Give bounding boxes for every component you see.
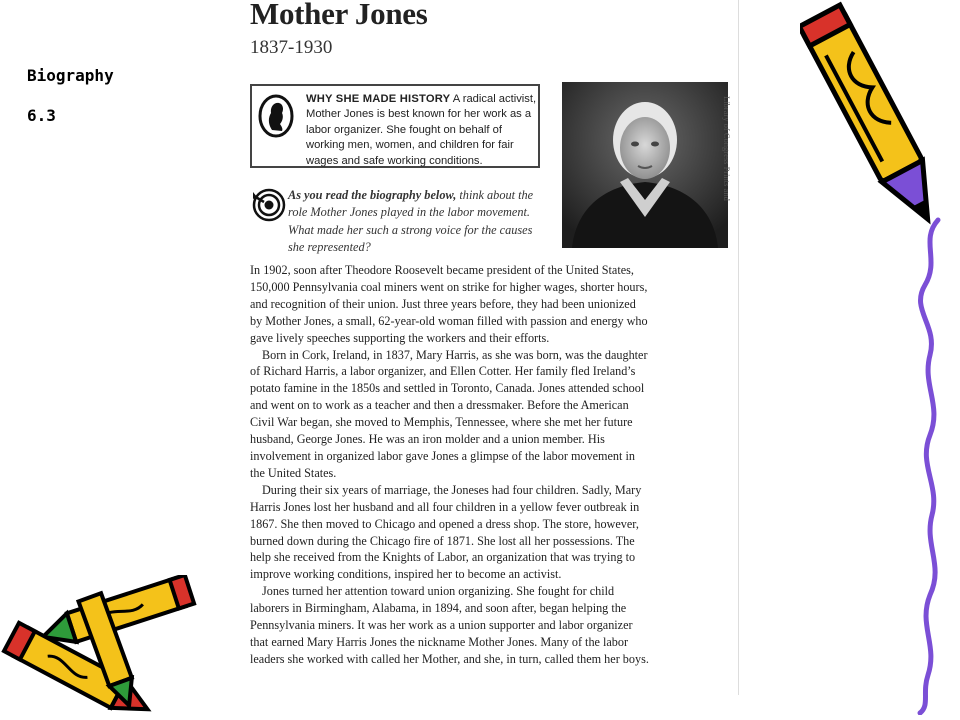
- history-heading: WHY SHE MADE HISTORY: [306, 93, 451, 105]
- paragraph: During their six years of marriage, the Joneses had four children. Sadly, Mary Harris Jones lost her husband and all four children in a yellow fever outbreak in 1867. She then moved to Chicago and opened a dress shop. The store, however, burned down during the Chicago fire of 1871. She lost all her possessions. The help she received from the Knights of Labor, an organization that was trying to improve working conditions, inspired her to become an activist.: [250, 482, 642, 582]
- why-she-made-history-box: [250, 84, 540, 168]
- silhouette-portrait-icon: [258, 94, 294, 138]
- pencils-clipart-bottom-left: [0, 575, 200, 715]
- paragraph: Jones turned her attention toward union organizing. She fought for child laborers in Birmingham, Alabama, in 1894, and soon after, began helping the Pennsylvania miners. It was her work as a union supporter and labor organizer that earned Mary Harris Jones the nickname Mother Jones. Many of the labor leaders she worked with called her Mother, and she, in turn, called them her boys.: [250, 584, 649, 666]
- prompt-text: think about the role Mother Jones played in the labor movement. What made her such a strong voice for the causes she represented?: [288, 188, 534, 255]
- slide-label-biography: Biography: [27, 66, 114, 85]
- slide-number: 6.3: [27, 106, 56, 125]
- biography-body: [250, 262, 650, 668]
- biography-document: [230, 0, 739, 695]
- target-icon: [252, 188, 286, 222]
- mother-jones-photo: [562, 82, 728, 248]
- paragraph: In 1902, soon after Theodore Roosevelt became president of the United States, 150,000 Pennsylvania coal miners went on strike for higher wages, shorter hours, and recognition of their union. Just three years before, they had been unionized by Mother Jones, a small, 62-year-old woman filled with passion and energy who gave lively speeches supporting the workers and their efforts.: [250, 263, 648, 345]
- page-title: Mother Jones: [250, 0, 428, 31]
- pencil-clipart-top-right: [800, 0, 950, 240]
- history-text: A radical activist, Mother Jones is best known for her work as a labor organizer. She fought on behalf of working men, women, and children for fair wages and safe working conditions.: [306, 93, 537, 167]
- decorative-squiggle-line: [900, 215, 960, 715]
- paragraph: Born in Cork, Ireland, in 1837, Mary Harris, as she was born, was the daughter of Richard Harris, a labor organizer, and Ellen Cotter. Her family fled Ireland’s potato famine in the 1850s and settled in Toronto, Canada. Jones attended school and went on to work as a teacher and then a dressmaker. Before the American Civil War began, she moved to Memphis, Tennessee, where she met her future husband, George Jones. He was an iron molder and a union member. His involvement in organized labor gave Jones a glimpse of the labor movement in the United States.: [250, 347, 648, 480]
- prompt-lead: As you read the biography below,: [288, 188, 457, 202]
- photo-credit: Library of Congress Prints and: [722, 96, 732, 201]
- life-years: 1837-1930: [250, 37, 333, 58]
